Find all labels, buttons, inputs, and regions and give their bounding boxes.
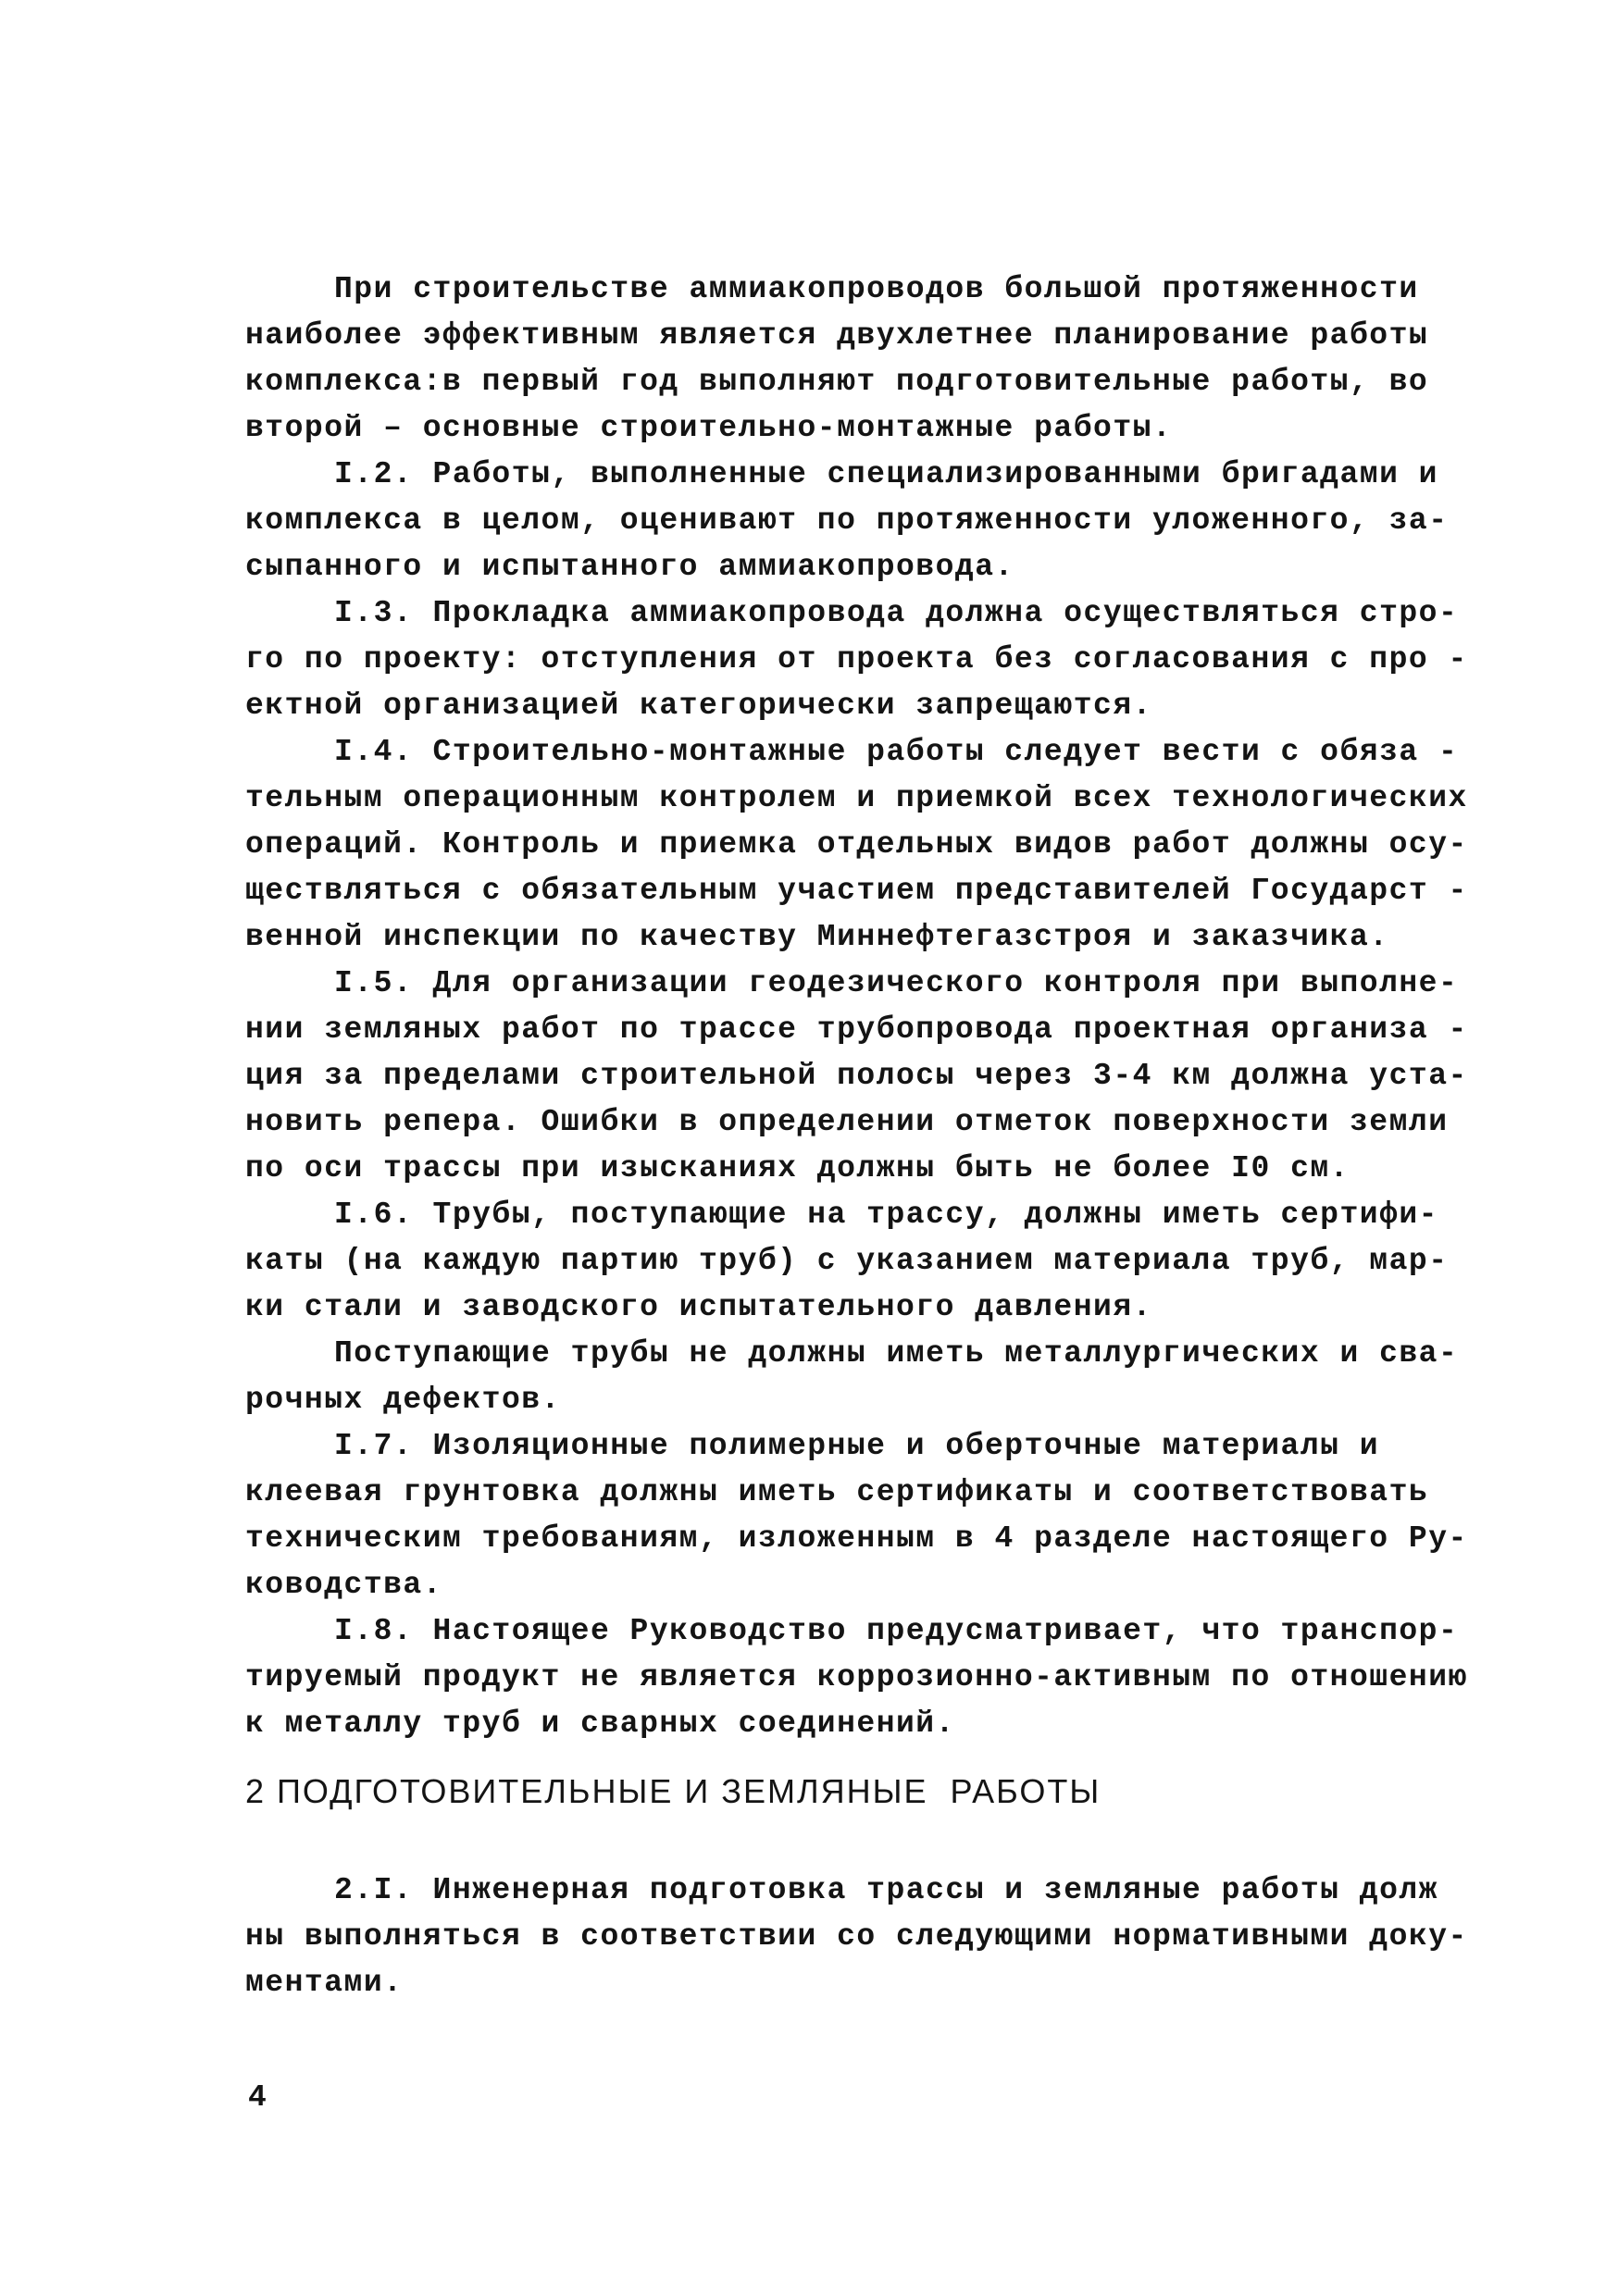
text-line: техническим требованиям, изложенным в 4 разделе настоящего Ру- [245, 1521, 1468, 1556]
text-line: I.2. Работы, выполненные специализированными бригадами и [334, 457, 1438, 491]
text-line: I.4. Строительно-монтажные работы следует вести с обяза - [334, 735, 1459, 769]
text-line: комплекса:в первый год выполняют подготовительные работы, во [245, 365, 1429, 399]
page-number: 4 [248, 2080, 267, 2115]
text-line: ны выполняться в соответствии со следующими нормативными доку- [245, 1919, 1468, 1954]
text-line: к металлу труб и сварных соединений. [245, 1706, 955, 1741]
text-line: 2.I. Инженерная подготовка трассы и земляные работы долж [334, 1873, 1438, 1907]
text-line: I.8. Настоящее Руководство предусматривает, что транспор- [334, 1614, 1459, 1648]
text-line: по оси трассы при изысканиях должны быть не более I0 см. [245, 1151, 1350, 1185]
text-line: венной инспекции по качеству Миннефтегазстроя и заказчика. [245, 920, 1389, 954]
text-line: каты (на каждую партию труб) с указанием материала труб, мар- [245, 1244, 1449, 1278]
text-line: тируемый продукт не является коррозионно-активным по отношению [245, 1660, 1468, 1694]
text-line: сыпанного и испытанного аммиакопровода. [245, 550, 1014, 584]
text-line: I.5. Для организации геодезического контроля при выполне- [334, 966, 1459, 1000]
text-line: рочных дефектов. [245, 1383, 561, 1417]
text-line: ководства. [245, 1568, 443, 1602]
text-line: ция за пределами строительной полосы через 3-4 км должна уста- [245, 1059, 1468, 1093]
text-line: ектной организацией категорически запрещаются. [245, 689, 1152, 723]
text-line: ществляться с обязательным участием представителей Государст - [245, 874, 1468, 908]
text-line: ки стали и заводского испытательного давления. [245, 1290, 1152, 1324]
text-line: I.7. Изоляционные полимерные и оберточные материалы и [334, 1429, 1380, 1463]
text-line: тельным операционным контролем и приемкой всех технологических [245, 781, 1468, 815]
section-heading: 2 ПОДГОТОВИТЕЛЬНЫЕ И ЗЕМЛЯНЫЕ РАБОТЫ [245, 1772, 1101, 1810]
text-line: комплекса в целом, оценивают по протяженности уложенного, за- [245, 503, 1449, 538]
text-line: ментами. [245, 1966, 404, 2000]
text-line: операций. Контроль и приемка отдельных видов работ должны осу- [245, 827, 1468, 862]
text-line: го по проекту: отступления от проекта без согласования с про - [245, 642, 1468, 676]
text-line: I.6. Трубы, поступающие на трассу, должны иметь сертифи- [334, 1198, 1438, 1232]
text-line: клеевая грунтовка должны иметь сертификаты и соответствовать [245, 1475, 1429, 1509]
text-line: I.3. Прокладка аммиакопровода должна осуществляться стро- [334, 596, 1459, 630]
text-line: нии земляных работ по трассе трубопровода проектная организа - [245, 1012, 1468, 1047]
text-line: наиболее эффективным является двухлетнее планирование работы [245, 318, 1429, 353]
text-line: новить репера. Ошибки в определении отметок поверхности земли [245, 1105, 1449, 1139]
text-line: При строительстве аммиакопроводов большой протяженности [334, 272, 1419, 306]
text-line: второй – основные строительно-монтажные работы. [245, 411, 1173, 445]
text-line: Поступающие трубы не должны иметь металлургических и сва- [334, 1336, 1459, 1371]
